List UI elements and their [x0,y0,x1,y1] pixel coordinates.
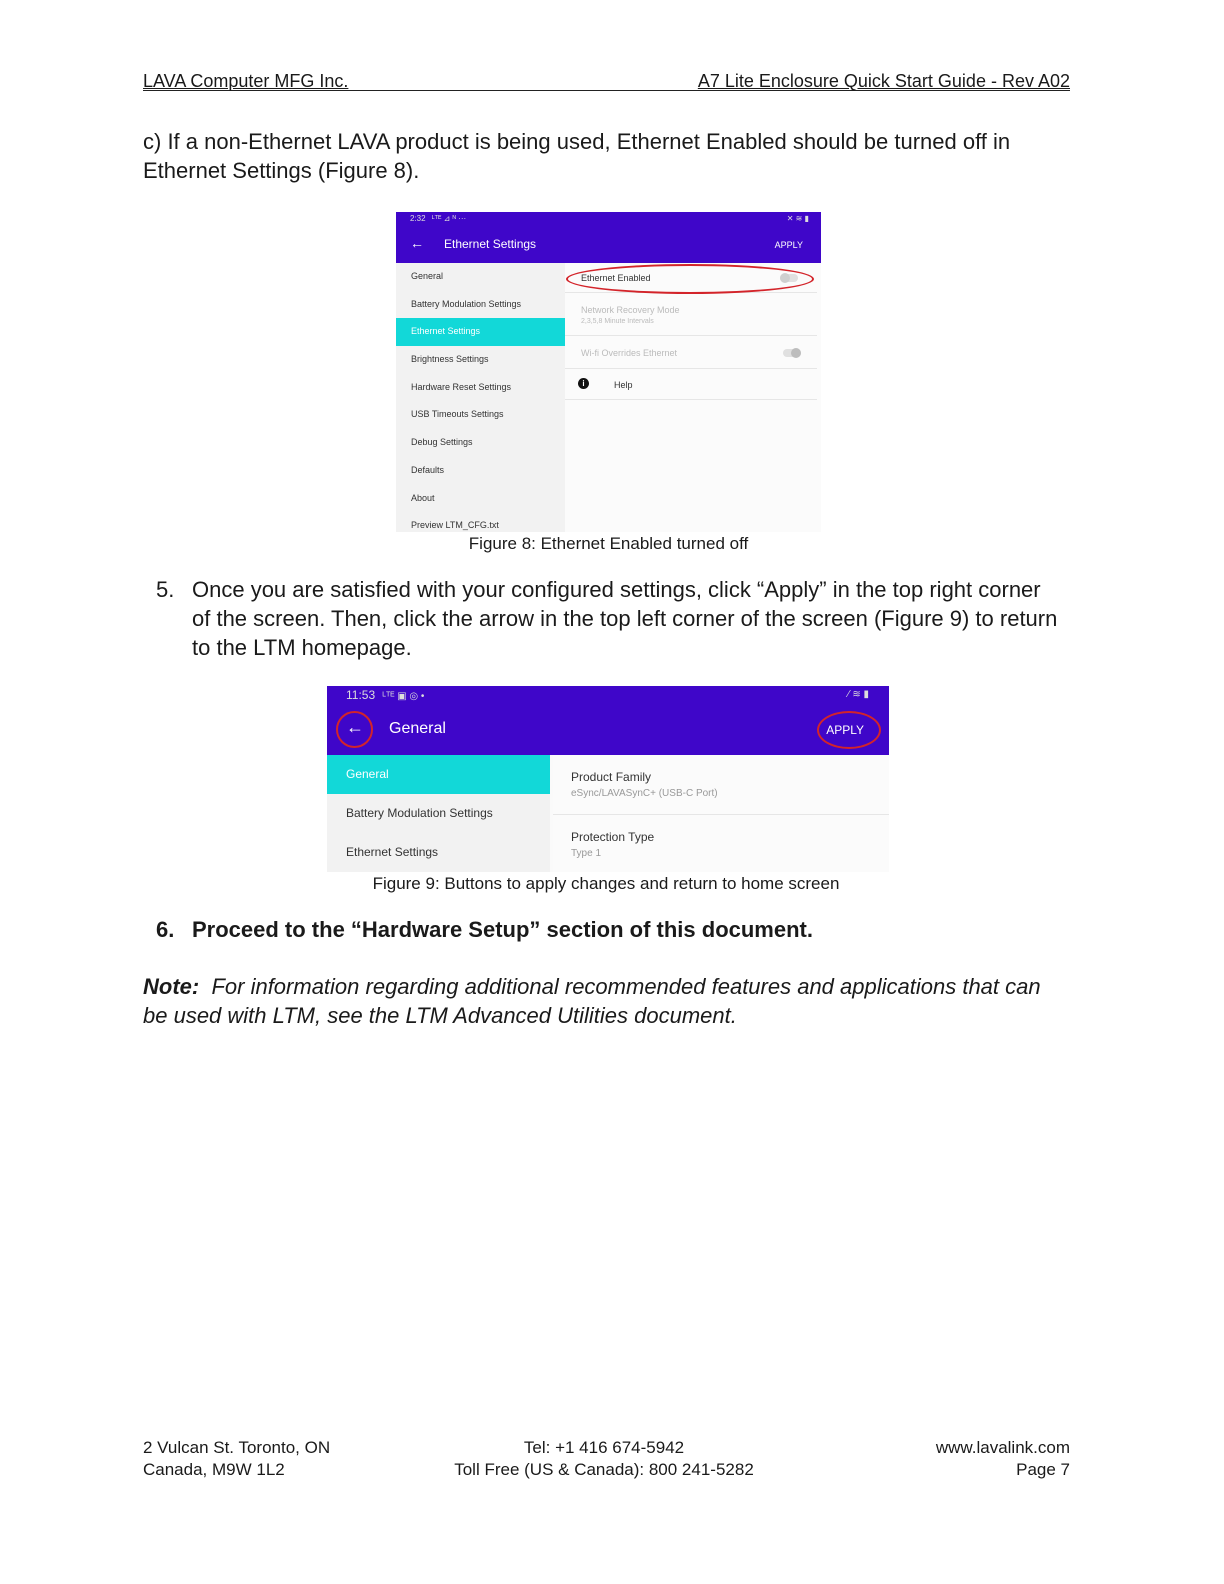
wifi-overrides-label: Wi-fi Overrides Ethernet [581,348,678,358]
ethernet-enabled-label: Ethernet Enabled [581,273,651,283]
figure-8-screenshot [396,212,821,532]
header-doc-title: A7 Lite Enclosure Quick Start Guide - Rev A02 [697,71,1070,91]
footer-address-line-2: Canada, M9W 1L2 [143,1460,285,1479]
protection-type-row[interactable] [553,815,889,872]
sidebar-item-preview-cfg[interactable]: Preview LTM_CFG.txt [411,520,499,531]
highlight-ring-ethernet-enabled [566,264,814,294]
sidebar-item-general[interactable]: General [411,271,444,281]
step-5-line-3: to the LTM homepage. [192,635,412,660]
sidebar-item-defaults[interactable]: Defaults [411,464,445,475]
protection-type-label: Protection Type [571,830,655,844]
step-5-line-2: of the screen. Then, click the arrow in the top left corner of the screen (Figure 9) to return [192,606,1058,631]
header-company: LAVA Computer MFG Inc. [143,71,349,91]
note-paragraph [143,972,1073,1030]
footer-page-number: Page 7 [1016,1460,1070,1479]
protection-type-value: Type 1 [571,848,602,859]
sidebar-item-ethernet[interactable]: Ethernet Settings [396,318,565,346]
status-bar [396,212,821,226]
sidebar-item-brightness[interactable]: Brightness Settings [411,354,489,365]
sidebar-item-debug[interactable]: Debug Settings [411,437,473,448]
step-6-number: 6. [156,917,175,942]
wifi-overrides-toggle[interactable] [783,349,801,357]
footer-web-page [936,1437,1070,1481]
product-family-row[interactable] [553,755,889,815]
intro-line-2: Ethernet Settings (Figure 8). [143,158,420,183]
status-right-icons: ✕ ≋ ▮ [786,214,809,223]
footer-address-line-1: 2 Vulcan St. Toronto, ON [143,1438,331,1457]
app-bar-title: General [389,720,446,737]
apply-button[interactable]: APPLY [826,723,864,737]
footer-tollfree: Toll Free (US & Canada): 800 241-5282 [454,1460,754,1479]
help-row[interactable] [565,370,817,400]
network-recovery-row[interactable] [565,294,817,336]
note-line-1: For information regarding additional recommended features and applications that can [211,974,1041,999]
settings-sidebar [396,263,565,532]
sidebar-item-battery-modulation[interactable]: Battery Modulation Settings [411,298,522,309]
step-5 [143,575,1073,662]
page-header [143,71,1070,91]
sidebar-item-about[interactable]: About [411,492,435,503]
back-arrow-icon[interactable]: ← [346,717,364,737]
status-time: 2:32 [410,214,426,223]
highlight-ring-back [336,711,373,748]
intro-line-1: c) If a non-Ethernet LAVA product is being used, Ethernet Enabled should be turned off in [143,129,1011,154]
footer-address [143,1437,330,1481]
info-icon: i [578,378,589,389]
step-6-text: Proceed to the “Hardware Setup” section of this document. [192,917,813,942]
footer-phone [412,1437,796,1481]
app-bar [396,226,821,263]
step-5-line-1: Once you are satisfied with your configured settings, click “Apply” in the top right corner [192,577,1041,602]
product-family-label: Product Family [571,770,652,784]
highlight-ring-apply [817,711,881,749]
product-family-value: eSync/LAVASynC+ (USB-C Port) [571,788,718,799]
note-line-2: be used with LTM, see the LTM Advanced Utilities document. [143,1003,737,1028]
step-5-number: 5. [156,577,175,602]
figure-9-screenshot [327,686,889,872]
settings-content [553,755,889,872]
status-time: 11:53 [346,688,376,702]
settings-sidebar [327,755,550,872]
status-icons: ᴸᵀᴱ ⊿ ᴺ ··· [431,214,467,223]
network-recovery-label: Network Recovery Mode [581,305,680,315]
app-bar [327,704,889,755]
apply-button[interactable]: APPLY [774,240,803,250]
sidebar-item-usb-timeouts[interactable]: USB Timeouts Settings [411,409,504,420]
app-bar-title: Ethernet Settings [444,237,537,251]
sidebar-item-battery-modulation[interactable]: Battery Modulation Settings [346,806,493,820]
status-icons: ᴸᵀᴱ ▣ ◎ • [382,691,425,702]
back-arrow-icon[interactable]: ← [410,235,424,251]
footer-tel: Tel: +1 416 674-5942 [523,1438,685,1457]
help-label: Help [614,380,633,390]
status-right-icons: ⁄ ≋ ▮ [847,689,869,700]
sidebar-item-general[interactable]: General [327,755,550,794]
figure-9-caption: Figure 9: Buttons to apply changes and return to home screen [372,874,840,893]
intro-paragraph [143,127,1073,185]
settings-content [565,263,821,532]
step-6 [143,915,1073,944]
network-recovery-sub: 2,3,5,8 Minute Intervals [581,318,654,325]
sidebar-item-ethernet[interactable]: Ethernet Settings [346,845,439,859]
sidebar-item-hardware-reset[interactable]: Hardware Reset Settings [411,381,512,392]
figure-8-caption: Figure 8: Ethernet Enabled turned off [468,534,749,553]
note-label: Note: [143,974,200,999]
status-bar [327,686,889,704]
wifi-overrides-row[interactable] [565,337,817,369]
footer-website-link[interactable]: www.lavalink.com [935,1438,1070,1457]
